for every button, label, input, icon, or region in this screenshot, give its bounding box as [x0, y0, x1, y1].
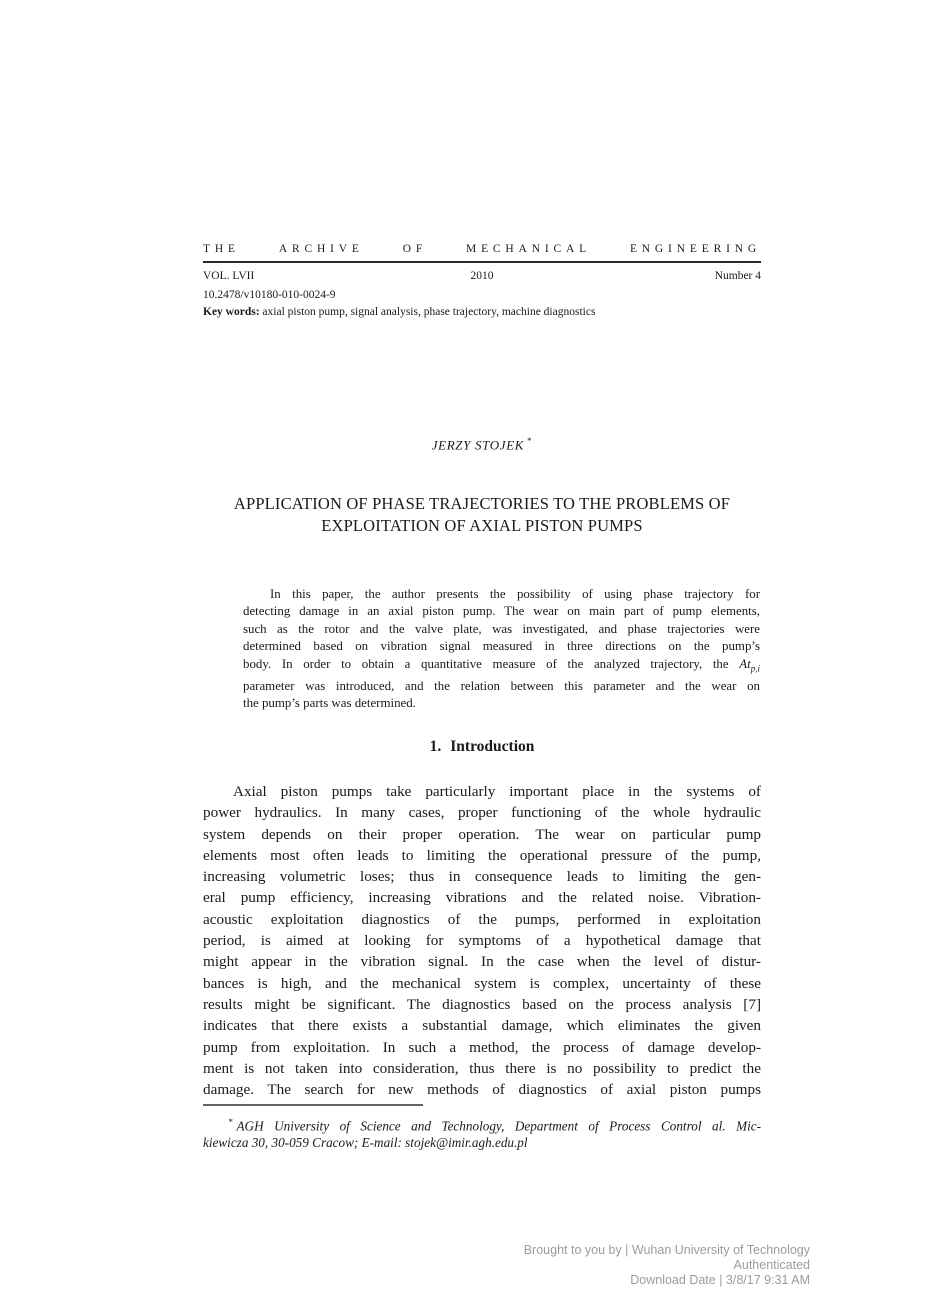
- body-line: Axial piston pumps take particularly important place in the systems of: [233, 783, 761, 800]
- abstract-line: detecting damage in an axial piston pump. The wear on main part of pump elements,: [243, 604, 760, 619]
- footnote: [203, 1114, 761, 1151]
- abstract-line: such as the rotor and the valve plate, was investigated, and phase trajectories were: [243, 621, 760, 636]
- abstract-line: [243, 656, 760, 678]
- body-paragraph: [203, 781, 761, 1100]
- stamp-download-date: Download Date | 3/8/17 9:31 AM: [630, 1273, 810, 1288]
- body-line: pump from exploitation. In such a method, the process of damage develop-: [203, 1038, 761, 1056]
- journal-header: [203, 243, 761, 319]
- author-line: [203, 436, 761, 453]
- header-rule: [203, 261, 761, 263]
- footnote-line: kiewicza 30, 30-059 Cracow; E-mail: stojek@imir.agh.edu.pl: [203, 1134, 528, 1150]
- keywords-row: [203, 306, 761, 319]
- stamp-provider: Brought to you by | Wuhan University of Technology: [523, 1243, 810, 1257]
- body-line: results might be significant. The diagnostics based on the process analysis [7]: [203, 995, 761, 1013]
- abstract-line: parameter was introduced, and the relation between this parameter and the wear on: [243, 678, 760, 693]
- journal-name-word: ENGINEERING: [629, 243, 761, 255]
- body-line: power hydraulics. In many cases, proper functioning of the whole hydraulic: [203, 804, 761, 822]
- body-line: damage. The search for new methods of diagnostics of axial piston pumps: [203, 1081, 761, 1099]
- author-footnote-mark: *: [527, 436, 533, 446]
- section-heading: [203, 738, 761, 756]
- journal-name-word: THE: [203, 243, 240, 255]
- body-line: acoustic exploitation diagnostics of the pumps, performed in exploitation: [203, 910, 761, 928]
- abstract-line: determined based on vibration signal measured in three directions on the pump’s: [243, 639, 760, 654]
- issue-number: Number 4: [714, 270, 761, 282]
- body-line: ment is not taken into consideration, thus there is no possibility to predict the: [203, 1059, 761, 1077]
- section-number: 1.: [429, 738, 442, 755]
- footnote-line: [203, 1114, 761, 1135]
- body-line: indicates that there exists a substantial damage, which eliminates the given: [203, 1017, 761, 1035]
- body-line: bances is high, and the mechanical system is complex, uncertainty of these: [203, 974, 761, 992]
- volume-label: VOL. LVII: [203, 270, 255, 282]
- stamp-authenticated: Authenticated: [733, 1258, 810, 1273]
- body-line: period, is aimed at looking for symptoms of a hypothetical damage that: [203, 932, 761, 950]
- keywords-label: Key words:: [203, 306, 260, 318]
- paper-title: [193, 493, 771, 536]
- section-title: Introduction: [450, 738, 535, 755]
- math-term: At: [739, 656, 751, 671]
- footnote-mark: *: [228, 1117, 233, 1127]
- journal-name: [203, 243, 761, 256]
- body-line: system depends on their proper operation. The wear on particular pump: [203, 825, 761, 843]
- footnote-text: AGH University of Science and Technology, Department of Process Control al. Mic-: [236, 1118, 761, 1134]
- provider-stamp: [390, 1243, 810, 1289]
- body-line: eral pump efficiency, increasing vibrations and the related noise. Vibration-: [203, 889, 761, 907]
- doi: 10.2478/v10180-010-0024-9: [203, 289, 336, 301]
- body-line: elements most often leads to limiting the operational pressure of the pump,: [203, 846, 761, 864]
- abstract-line: the pump’s parts was determined.: [243, 696, 416, 711]
- year-label: 2010: [470, 270, 494, 282]
- title-line-2: EXPLOITATION OF AXIAL PISTON PUMPS: [321, 515, 643, 535]
- body-line: increasing volumetric loses; thus in consequence leads to limiting the gen-: [203, 868, 761, 886]
- author-name: JERZY STOJEK: [431, 437, 525, 453]
- title-line-1: APPLICATION OF PHASE TRAJECTORIES TO THE PROBLEMS OF: [233, 494, 731, 513]
- body-line: might appear in the vibration signal. In the case when the level of distur-: [203, 953, 761, 971]
- journal-name-word: OF: [402, 243, 428, 255]
- journal-name-word: MECHANICAL: [466, 243, 591, 255]
- keywords-list: axial piston pump, signal analysis, phase trajectory, machine diagnostics: [259, 306, 596, 318]
- volume-row: [203, 270, 761, 283]
- math-subscript: p,i: [750, 663, 760, 674]
- abstract: [243, 586, 760, 712]
- journal-name-word: ARCHIVE: [278, 243, 364, 255]
- footnote-rule: [203, 1104, 423, 1106]
- abstract-line: In this paper, the author presents the possibility of using phase trajectory for: [270, 587, 760, 601]
- abstract-line-text: body. In order to obtain a quantitative measure of the analyzed trajectory, the: [243, 656, 740, 671]
